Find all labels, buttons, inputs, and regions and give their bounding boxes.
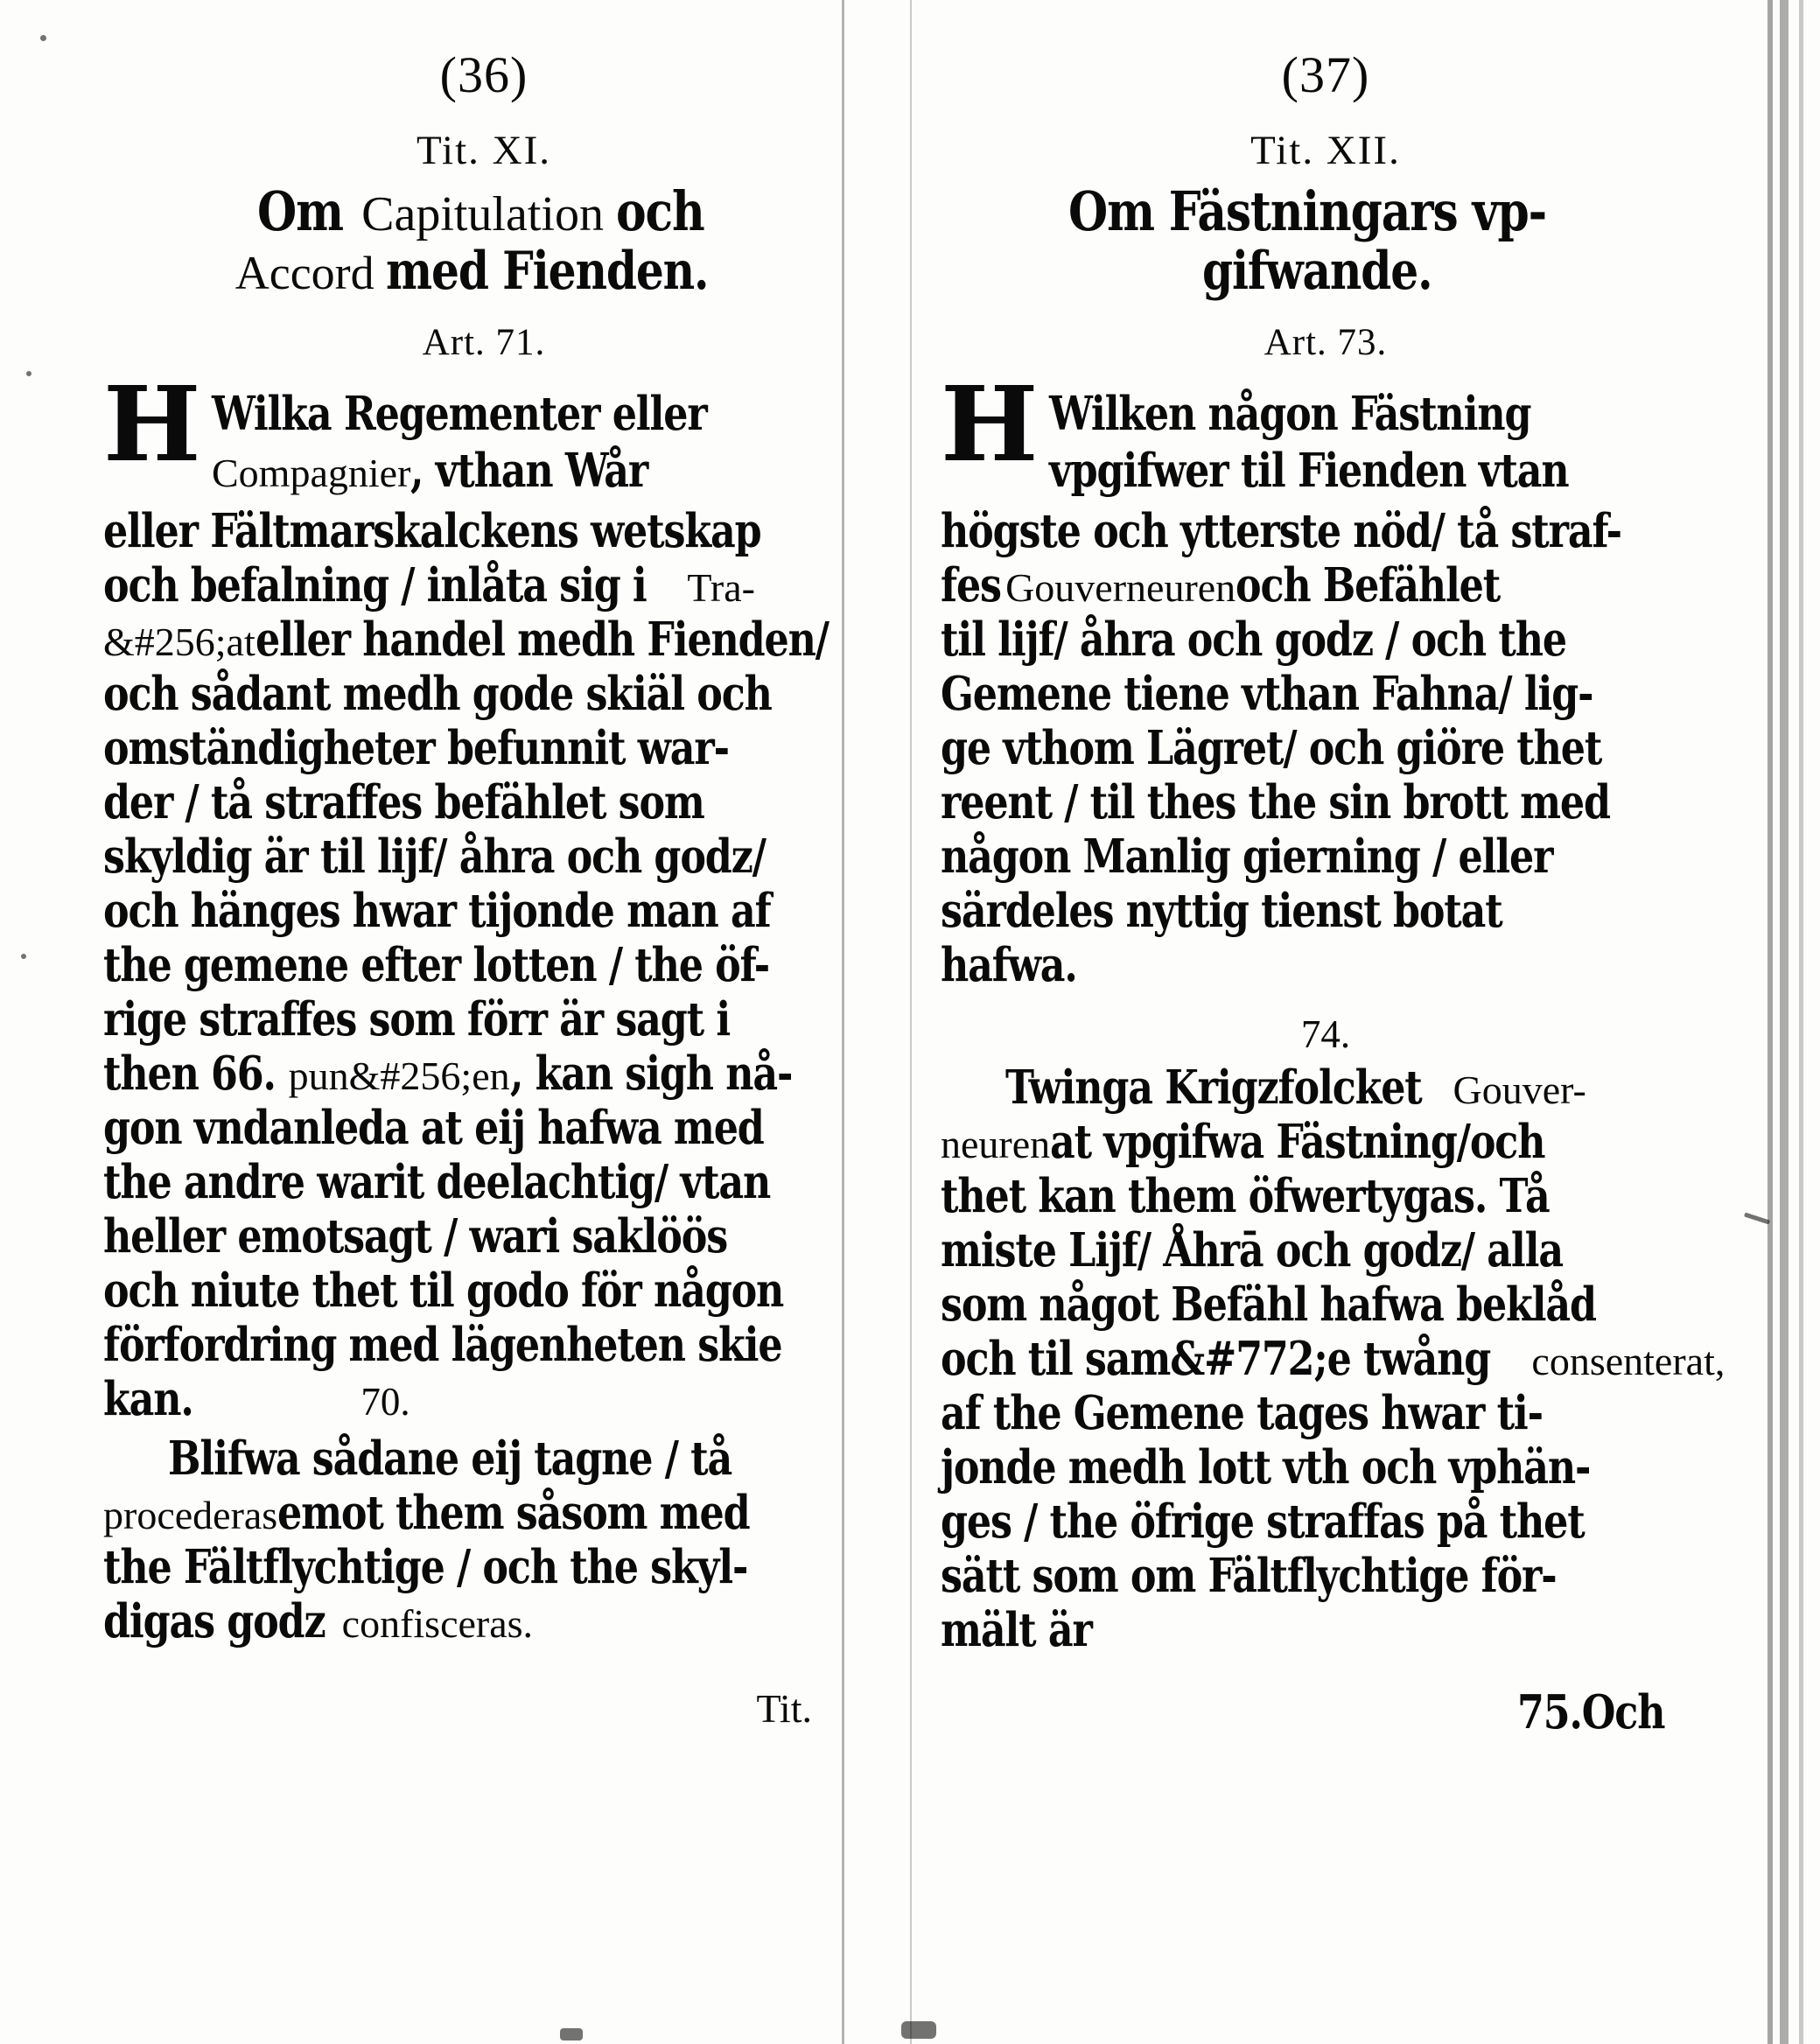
page-gutter-shadow — [910, 0, 912, 2044]
paragraph-line — [103, 1155, 864, 1209]
paragraph-line — [103, 1209, 864, 1264]
line-text: der / tå straffes befählet som — [103, 774, 704, 830]
paragraph-line — [103, 1432, 864, 1486]
line-text: och sådant medh gode skiäl och — [103, 666, 772, 721]
paragraph-line — [941, 558, 1711, 612]
section-70-body — [103, 1432, 864, 1648]
heading-fraktur-och: och — [615, 179, 704, 243]
section-number-70: 70. — [360, 1379, 410, 1424]
line-text: förfordring med lägenheten skie — [103, 1317, 782, 1372]
page-edge-strip — [1768, 0, 1773, 2044]
paragraph-line — [941, 612, 1711, 667]
heading-fraktur-om-fastningars: Om Fästningars vp- — [1068, 179, 1547, 243]
chapter-heading-right-line2 — [941, 240, 1711, 302]
paragraph-line — [103, 504, 864, 558]
catchword-text: 75.Och — [1517, 1684, 1665, 1740]
drop-cap-h: H — [941, 372, 1033, 481]
paragraph-line — [103, 1594, 864, 1648]
paragraph-line — [941, 775, 1711, 830]
line-text-roman: Compagnier — [212, 450, 411, 495]
line-text-roman: Tra- — [687, 564, 755, 610]
article-73-body — [941, 372, 1711, 992]
line-text: the Fältflychtige / och the skyl- — [103, 1539, 748, 1594]
line-text: någon Manlig gierning / eller — [941, 829, 1553, 884]
line-text: the gemene efter lotten / the öf- — [103, 937, 770, 992]
line-text: Wilken någon Fästning — [1049, 386, 1531, 441]
line-text: thet kan them öfwertygas. Tå — [941, 1168, 1550, 1223]
line-text: hafwa. — [941, 937, 1077, 992]
paragraph-line — [103, 1486, 864, 1540]
line-text: som något Befähl hafwa beklåd — [941, 1277, 1596, 1332]
paragraph-line — [941, 1223, 1711, 1278]
article-number-73: Art. 73. — [1264, 321, 1388, 363]
paragraph-line — [941, 667, 1711, 721]
line-text-2: och Befählet — [1236, 557, 1501, 612]
line-text: och hänges hwar tijonde man af — [103, 883, 771, 938]
scan-speckle — [1744, 1212, 1770, 1224]
paragraph-line — [941, 1115, 1711, 1169]
line-text: then 66. — [103, 1046, 276, 1101]
paragraph-line — [941, 1169, 1711, 1223]
catchword-right — [941, 1685, 1711, 1740]
line-text: jonde medh lott vth och vphän- — [941, 1439, 1591, 1494]
heading-fraktur-med-fienden: med Fienden. — [386, 240, 709, 302]
paragraph-line — [103, 884, 864, 938]
line-text-roman: neuren — [941, 1121, 1051, 1166]
line-text-roman: pun&#256;en — [288, 1053, 510, 1098]
paragraph-line — [103, 1046, 864, 1101]
heading-roman-accord: Accord — [234, 246, 387, 299]
article-number-71: Art. 71. — [422, 321, 546, 363]
line-text: Blifwa sådane eij tagne / tå — [168, 1431, 732, 1486]
line-text: miste Lijf/ Åhrā och godz/ alla — [941, 1222, 1564, 1278]
left-page — [103, 0, 864, 2044]
line-text: rige straffes som förr är sagt i — [103, 991, 731, 1046]
line-text: til lijf/ åhra och godz / och the — [941, 612, 1566, 667]
heading-fraktur-gifwande: gifwande. — [1201, 240, 1432, 302]
folio-number-right: (37) — [1281, 46, 1370, 103]
chapter-heading-left-line1 — [103, 179, 864, 243]
paragraph-line-with-section-number — [103, 1372, 864, 1426]
line-text: emot them såsom med — [277, 1485, 750, 1540]
article-71-body — [103, 372, 864, 1426]
paragraph-line — [941, 938, 1711, 992]
paragraph-line — [941, 1440, 1711, 1494]
paragraph-line — [941, 1549, 1711, 1603]
line-text-roman: Gouverneuren — [1005, 564, 1236, 610]
paragraph-line — [103, 558, 864, 612]
paragraph-line — [103, 775, 864, 830]
line-text: the andre warit deelachtig/ vtan — [103, 1154, 771, 1209]
paragraph-line — [103, 830, 864, 884]
line-text: af the Gemene tages hwar ti- — [941, 1385, 1543, 1440]
line-text: Gemene tiene vthan Fahna/ lig- — [941, 666, 1593, 721]
line-text-roman: consenterat, — [1531, 1338, 1726, 1383]
line-text: Wilka Regementer eller — [212, 386, 707, 441]
line-text: ge vthom Lägret/ och giöre thet — [941, 720, 1602, 775]
line-text: och niute thet til godo för någon — [103, 1263, 784, 1318]
line-text: högste och ytterste nöd/ tå straf- — [941, 503, 1621, 558]
paragraph-line — [103, 1264, 864, 1318]
scan-speckle — [40, 35, 46, 41]
scan-smudge — [901, 2021, 936, 2039]
line-text: och befalning / inlåta sig i — [103, 557, 647, 612]
line-text: mält är — [941, 1602, 1092, 1657]
paragraph-line — [103, 612, 864, 667]
line-text-roman: confisceras. — [341, 1600, 534, 1646]
page-edge-shadow — [1780, 0, 1788, 2044]
paragraph-line — [103, 721, 864, 775]
line-text-roman: Gouver- — [1452, 1067, 1586, 1112]
paragraph-line — [941, 1603, 1711, 1657]
line-text: eller Fältmarskalckens wetskap — [103, 503, 761, 558]
line-text: gon vndanleda at eij hafwa med — [103, 1100, 764, 1155]
scan-speckle — [26, 371, 32, 376]
paragraph-line — [103, 443, 864, 504]
paragraph-line — [103, 1101, 864, 1155]
line-text: Twinga Krigzfolcket — [1005, 1060, 1422, 1115]
title-number-left: Tit. XI. — [416, 128, 552, 173]
line-text: at vpgifwa Fästning/och — [1050, 1114, 1545, 1169]
paragraph-line — [941, 830, 1711, 884]
heading-fraktur-om: Om — [256, 179, 343, 243]
page-edge-line — [1799, 0, 1803, 2044]
paragraph-line — [941, 721, 1711, 775]
drop-cap-h: H — [103, 372, 196, 481]
catchword-text: Tit. — [756, 1685, 812, 1731]
line-text: vpgifwer til Fienden vtan — [1049, 443, 1569, 498]
line-text: fes — [941, 557, 1001, 612]
paragraph-line — [941, 1060, 1711, 1115]
line-text: heller emotsagt / wari saklöös — [103, 1208, 728, 1264]
line-text: särdeles nyttig tienst botat — [941, 883, 1502, 938]
title-number-right: Tit. XII. — [1250, 128, 1401, 173]
paragraph-line — [103, 992, 864, 1046]
catchword-left — [103, 1682, 864, 1736]
paragraph-line — [941, 1494, 1711, 1549]
paragraph-line — [103, 667, 864, 721]
paragraph-line — [941, 1386, 1711, 1440]
line-text-roman: &#256;at — [103, 619, 256, 664]
folio-number-left: (36) — [439, 46, 528, 103]
line-text: omständigheter befunnit war- — [103, 720, 729, 775]
line-text: eller handel medh Fienden/ — [255, 612, 829, 667]
chapter-heading-left-line2 — [103, 240, 864, 302]
section-74-body — [941, 1060, 1726, 1657]
line-text-2: , kan sigh nå- — [509, 1046, 792, 1101]
line-text: och til sam&#772;e twång — [941, 1331, 1491, 1386]
paragraph-line — [941, 504, 1711, 558]
paragraph-line — [103, 938, 864, 992]
line-text: skyldig är til lijf/ åhra och godz/ — [103, 829, 766, 884]
paragraph-line — [941, 443, 1711, 504]
heading-roman-capitulation: Capitulation — [349, 187, 616, 242]
line-text: digas godz — [103, 1593, 326, 1648]
paragraph-line — [941, 1331, 1726, 1386]
paragraph-line — [103, 1318, 864, 1372]
line-text: reent / til thes the sin brott med — [941, 774, 1610, 830]
paragraph-line — [941, 884, 1711, 938]
chapter-heading-right-line1 — [941, 179, 1711, 243]
paragraph-line — [941, 1278, 1711, 1332]
line-text-roman: procederas — [103, 1492, 278, 1537]
paragraph-line — [103, 1540, 864, 1594]
line-text: , vthan Wår — [410, 443, 648, 498]
scan-speckle — [21, 954, 26, 959]
line-text: sätt som om Fältflychtige för- — [941, 1548, 1557, 1603]
right-page — [941, 0, 1726, 2044]
line-text: ges / the öfrige straffas på thet — [941, 1494, 1585, 1549]
section-number-74: 74. — [1300, 1012, 1351, 1056]
line-text: kan. — [103, 1371, 193, 1426]
